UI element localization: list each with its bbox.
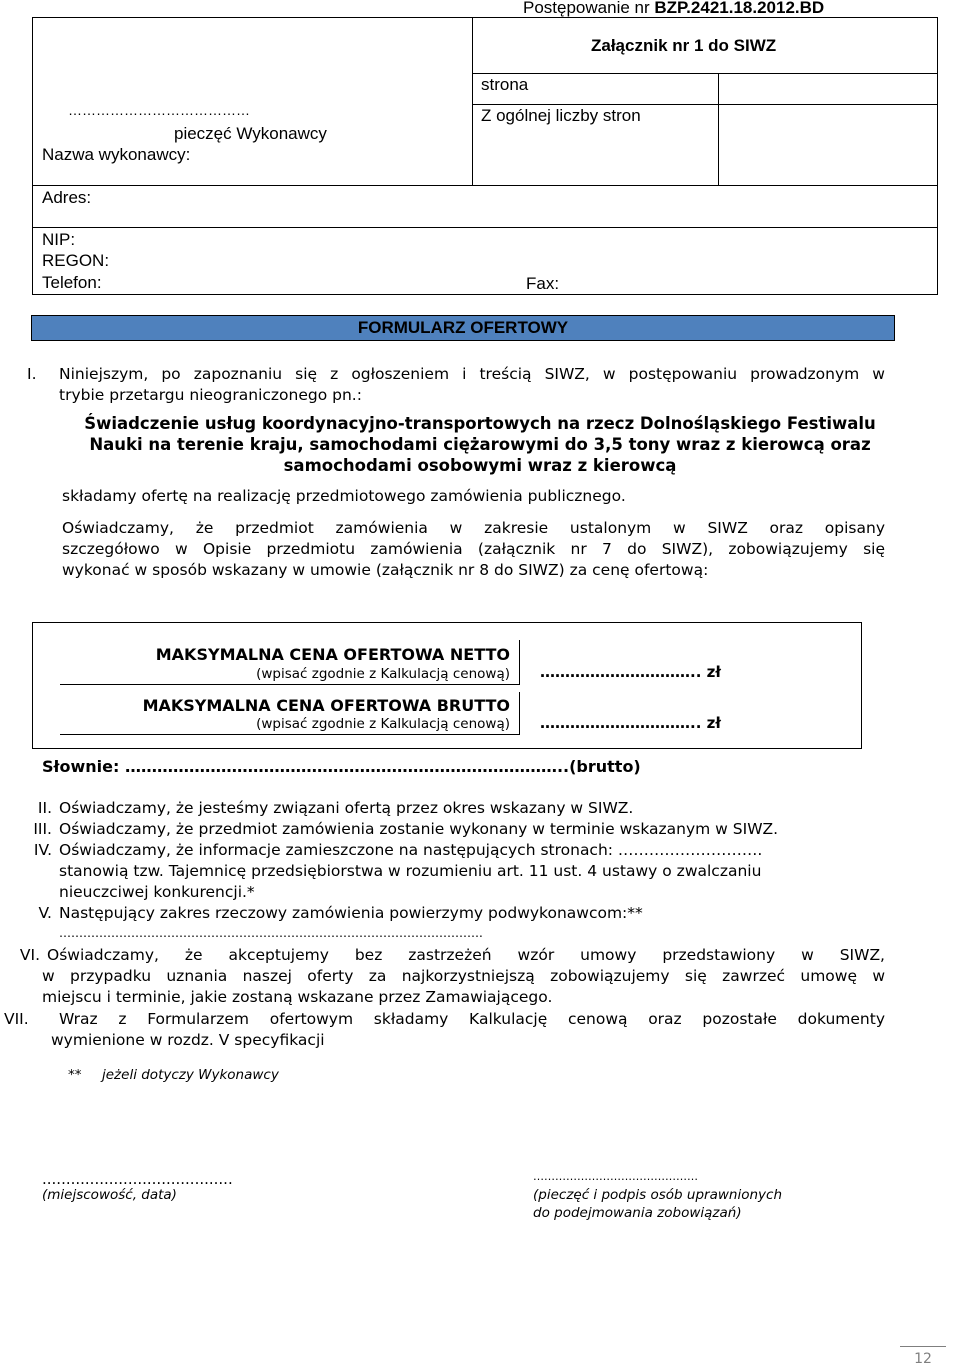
words-label: Słownie: [42, 757, 125, 776]
section-1-numeral: I. [27, 365, 37, 383]
words-line [42, 757, 641, 776]
fax-label: Fax: [526, 274, 560, 293]
page-number-rule [900, 1346, 946, 1347]
signature-dots: ……………………………………… [533, 1170, 698, 1183]
phone-label: Telefon: [42, 273, 102, 292]
page-label: strona [481, 75, 529, 94]
brutto-underline [60, 734, 519, 735]
page-number: 12 [914, 1351, 932, 1367]
annex-label: Załącznik nr 1 do SIWZ [591, 36, 777, 55]
netto-underline [60, 684, 519, 685]
point-7-numeral: VII. [4, 1010, 29, 1028]
stamp-dots: ………………………………… [68, 102, 250, 118]
point-6-line-3: miejscu i terminie, jakie zostaną wskazane przez Zamawiającego. [42, 988, 553, 1006]
place-date-label: (miejscowość, data) [42, 1187, 177, 1203]
address-label: Adres: [42, 188, 92, 207]
point-4-line-1: Oświadczamy, że informacje zamieszczone na następujących stronach: ………………………. [59, 841, 763, 859]
point-4-line-3: nieuczciwej konkurencji.* [59, 883, 255, 901]
footnote-mark: ** [68, 1067, 82, 1083]
offer-line: składamy ofertę na realizację przedmiotowego zamówienia publicznego. [62, 487, 626, 505]
proceeding-id: BZP.2421.18.2012.BD [654, 0, 825, 17]
point-5-line-1: Następujący zakres rzeczowy zamówienia powierzymy podwykonawcom:** [59, 904, 643, 922]
declaration-line-3: wykonać w sposób wskazany w umowie (załącznik nr 8 do SIWZ) za cenę ofertową: [62, 561, 709, 579]
stamp-label: pieczęć Wykonawcy [174, 124, 327, 143]
footnote-text: jeżeli dotyczy Wykonawcy [102, 1067, 279, 1083]
netto-note: (wpisać zgodnie z Kalkulacją cenową) [256, 666, 510, 682]
proceeding-prefix: Postępowanie nr [523, 0, 655, 17]
words-value: ………………………………………………………………………..(brutto) [124, 757, 641, 776]
point-7-line-2: wymienione w rozdz. V specyfikacji [51, 1031, 325, 1049]
point-6-numeral: VI. [19, 946, 40, 964]
section-1-line-1: Niniejszym, po zapoznaniu się z ogłoszeniem i treścią SIWZ, w postępowaniu prowadzonym w [59, 365, 885, 383]
brutto-label: MAKSYMALNA CENA OFERTOWA BRUTTO [142, 696, 510, 715]
point-2-numeral: II. [37, 799, 52, 817]
point-5-line-2: ……………………………………………………………………………………………. [59, 926, 483, 940]
point-6-line-1: Oświadczamy, że akceptujemy bez zastrzeżeń wzór umowy przedstawiony w SIWZ, [47, 946, 885, 964]
section-1-line-2: trybie przetargu nieograniczonego pn.: [59, 386, 362, 404]
declaration-line-1: Oświadczamy, że przedmiot zamówienia w zakresie ustalonym w SIWZ oraz opisany [62, 519, 885, 537]
place-date-dots: ........................................ [42, 1170, 233, 1188]
declaration-line-2: szczegółowo w Opisie przedmiotu zamówienia (załącznik nr 7 do SIWZ), zobowiązujemy się [62, 540, 885, 558]
total-pages-label: Z ogólnej liczby stron [481, 106, 641, 125]
subject-line-1: Świadczenie usług koordynacyjno-transportowych na rzecz Dolnośląskiego Festiwalu [84, 414, 876, 433]
point-4-line-2: stanowią tzw. Tajemnicę przedsiębiorstwa w rozumieniu art. 11 ust. 4 ustawy o zwalczaniu [59, 862, 762, 880]
brutto-divider [519, 692, 520, 735]
regon-label: REGON: [42, 251, 110, 270]
form-title-banner [31, 315, 895, 341]
subject-line-2: Nauki na terenie kraju, samochodami ciężarowymi do 3,5 tony wraz z kierowcą oraz [89, 435, 871, 454]
proceeding-number [523, 0, 824, 18]
netto-divider [519, 640, 520, 685]
signature-label-line-1: (pieczęć i podpis osób uprawnionych [533, 1187, 782, 1203]
subject-line-3: samochodami osobowymi wraz z kierowcą [283, 456, 677, 475]
netto-value: ………………………….. zł [540, 663, 721, 681]
point-4-numeral: IV. [33, 841, 52, 859]
point-7-line-1: Wraz z Formularzem ofertowym składamy Kalkulację cenową oraz pozostałe dokumenty [59, 1010, 885, 1028]
point-5-numeral: V. [38, 904, 52, 922]
point-6-line-2: w przypadku uznania naszej oferty za najkorzystniejszą zobowiązujemy się zawrzeć umowę w [42, 967, 885, 985]
nip-label: NIP: [42, 230, 76, 249]
form-title: FORMULARZ OFERTOWY [357, 318, 569, 337]
point-2-text: Oświadczamy, że jesteśmy związani ofertą przez okres wskazany w SIWZ. [59, 799, 634, 817]
point-3-numeral: III. [33, 820, 52, 838]
point-3-text: Oświadczamy, że przedmiot zamówienia zostanie wykonany w terminie wskazanym w SIWZ. [59, 820, 779, 838]
brutto-value: ………………………….. zł [540, 714, 721, 732]
signature-label-line-2: do podejmowania zobowiązań) [533, 1205, 742, 1221]
contractor-name-label: Nazwa wykonawcy: [42, 145, 191, 164]
brutto-note: (wpisać zgodnie z Kalkulacją cenową) [256, 716, 510, 732]
netto-label: MAKSYMALNA CENA OFERTOWA NETTO [155, 645, 510, 664]
